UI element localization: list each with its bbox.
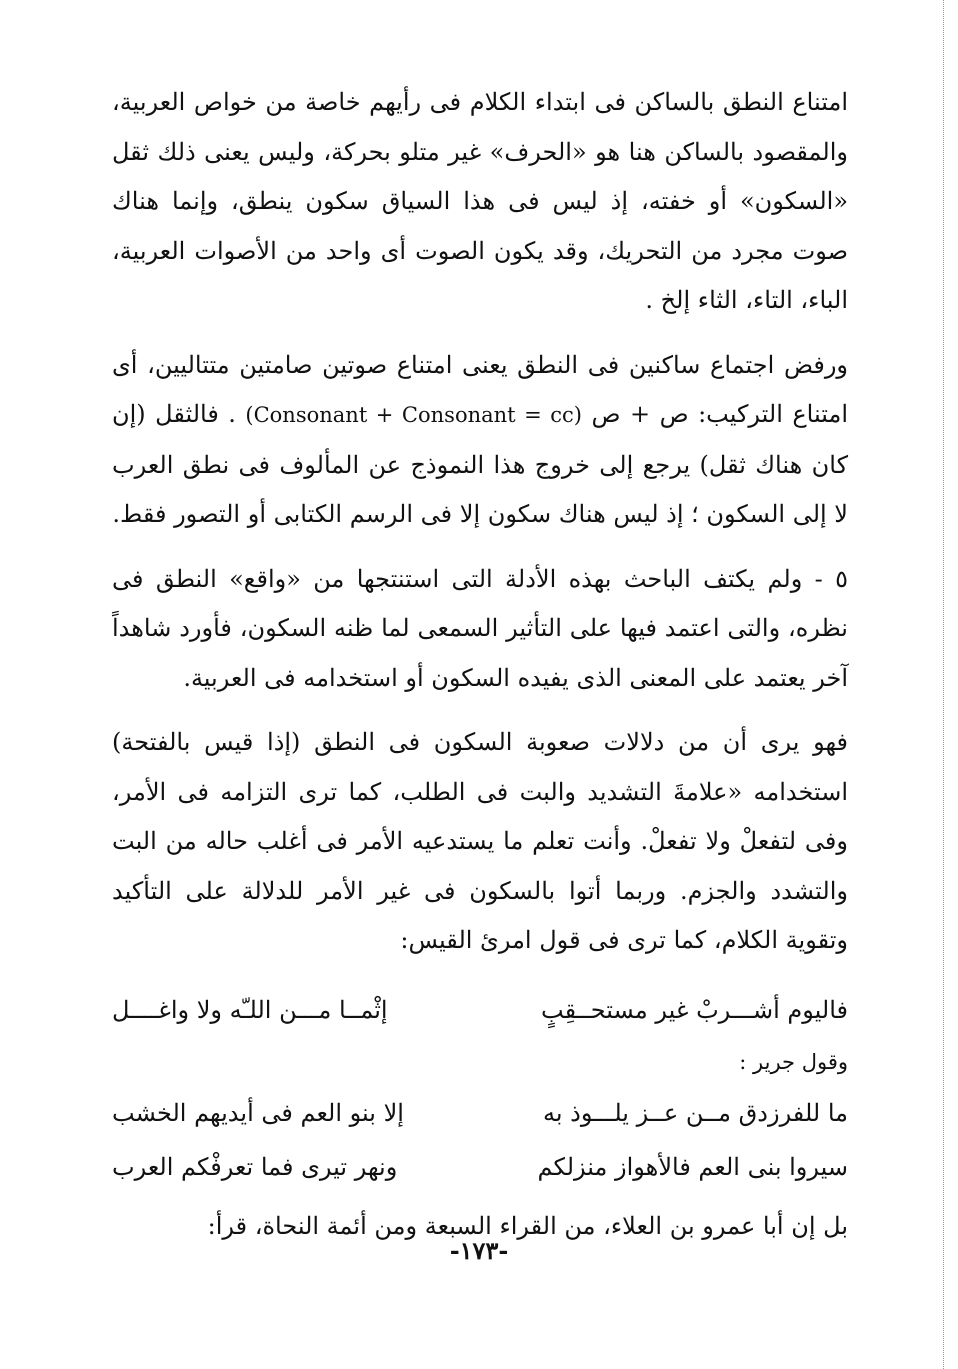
verse-second-hemistich: إلا بنو العم فى أيديهم الخشب <box>112 1098 404 1127</box>
verse-intro-jarir: وقول جرير : <box>739 1049 848 1074</box>
page-body <box>112 78 848 1252</box>
verse-second-hemistich: إثْمــا مـــن اللـّه ولا واغــــل <box>112 995 388 1024</box>
page-edge-dotted-line <box>942 0 944 1369</box>
verse-second-hemistich: ونهر تيرى فما تعرفْكم العرب <box>112 1152 398 1181</box>
paragraph-1: امتناع النطق بالساكن فى ابتداء الكلام فى رأيهم خاصة من خواص العربية، والمقصود بالساكن هنا هو «الحرف» غير متلو بحركة، وليس يعنى ذلك ثقل «السكون» أو خفته، إذ ليس فى هذا السياق سكون ينطق، وإنما هناك صوت مجرد من التحريك، وقد يكون الصوت أى واحد من الأصوات العربية، الباء، التاء، الثاء إلخ . <box>112 88 848 314</box>
verse-line <box>112 1140 848 1194</box>
paragraph-3: ٥ - ولم يكتف الباحث بهذه الأدلة التى استنتجها من «واقع» النطق فى نظره، والتى اعتمد فيها على التأثير السمعى لما ظنه السكون، فأورد شاهداً آخر يعتمد على المعنى الذى يفيده السكون أو استخدامه فى العربية. <box>112 564 848 692</box>
closing-line: بل إن أبا عمرو بن العلاء، من القراء السبعة ومن أئمة النحاة، قرأ: <box>207 1211 848 1240</box>
paragraph-4: فهو يرى أن من دلالات صعوبة السكون فى النطق (إذا قيس بالفتحة) استخدامه «علامةَ التشديد والبت فى الطلب، كما ترى التزامه فى الأمر، وفى لتفعلْ ولا تفعلْ. وأنت تعلم ما يستدعيه الأمر فى أغلب حاله من البت والتشدد والجزم. وربما أتوا بالسكون فى غير الأمر للدلالة على التأكيد وتقوية الكلام، كما ترى فى قول امرئ القيس: <box>112 728 848 954</box>
poetry-block-jarir <box>112 1086 848 1194</box>
consonant-formula: (Consonant + Consonant = cc) <box>245 403 582 427</box>
verse-first-hemistich: سيروا بنى العم فالأهواز منزلكم <box>537 1152 848 1181</box>
paragraph-2: ورفض اجتماع ساكنين فى النطق يعنى امتناع صوتين صامتين متتاليين، أى امتناع التركيب: ص + ص (Consonant + Consonant = cc) . فالثقل (إن كان هناك ثقل) يرجع إلى خروج هذا النموذج عن المألوف فى نطق العرب لا إلى السكون ؛ إذ ليس هناك سكون إلا فى الرسم الكتابى أو التصور فقط. <box>112 350 848 528</box>
verse-line <box>112 1086 848 1140</box>
poetry-block-imru-al-qais <box>112 980 848 1040</box>
verse-line <box>112 980 848 1040</box>
verse-first-hemistich: فاليوم أشـــربْ غير مستحــقِبٍ <box>541 995 848 1024</box>
verse-first-hemistich: ما للفرزدق مــن عــز يلـــوذ به <box>542 1098 848 1127</box>
page-number: -١٧٣- <box>449 1236 509 1265</box>
